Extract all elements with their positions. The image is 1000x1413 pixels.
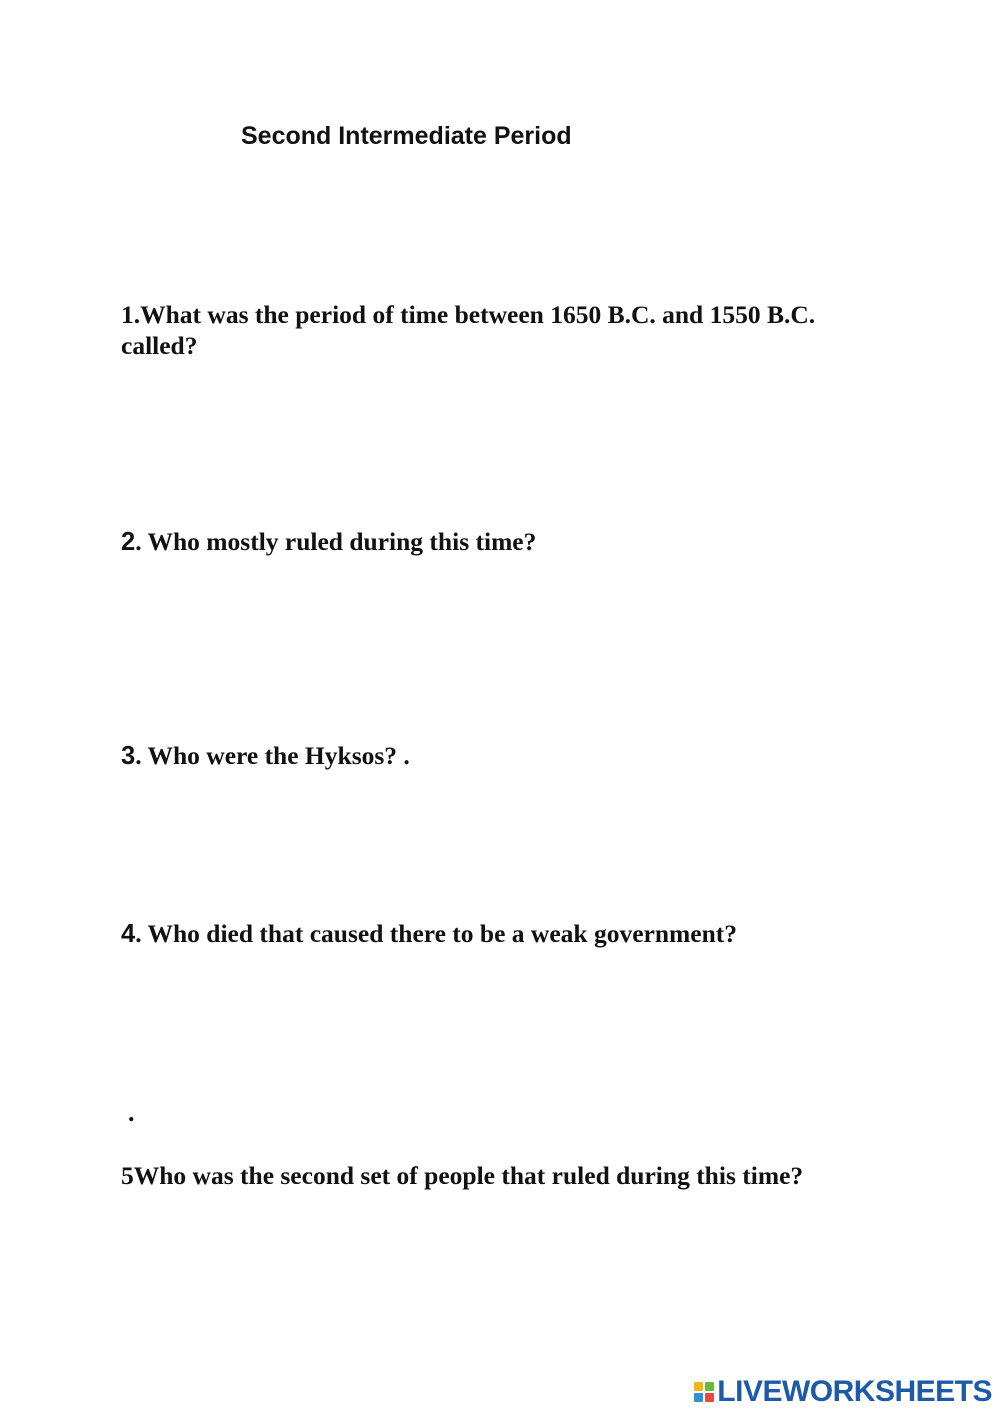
stray-mark: . [128, 1098, 135, 1127]
question-text: . Who mostly ruled during this time? [135, 527, 537, 556]
question-text: Who was the second set of people that ruled during this time? [133, 1161, 804, 1190]
question-number: 4 [121, 920, 136, 948]
question-number: 5 [121, 1161, 134, 1190]
question-number: 1 [121, 300, 134, 329]
logo-square [694, 1393, 703, 1402]
question-3 [121, 740, 881, 772]
logo-square [694, 1382, 703, 1391]
page-title: Second Intermediate Period [241, 122, 572, 150]
question-1 [121, 299, 881, 361]
question-5 [121, 1160, 881, 1191]
logo-square [705, 1382, 714, 1391]
liveworksheets-logo-icon [694, 1382, 714, 1402]
question-text: .What was the period of time between 1650 B.C. and 1550 B.C. called? [121, 300, 816, 360]
question-4 [121, 918, 881, 950]
liveworksheets-branding [694, 1377, 992, 1407]
question-text: . Who were the Hyksos? . [135, 741, 410, 770]
question-text: . Who died that caused there to be a weak government? [135, 919, 738, 948]
question-2 [121, 526, 881, 558]
logo-square [705, 1393, 714, 1402]
question-number: 2 [121, 528, 136, 556]
question-number: 3 [121, 742, 136, 770]
brand-name: LIVEWORKSHEETS [717, 1375, 992, 1408]
